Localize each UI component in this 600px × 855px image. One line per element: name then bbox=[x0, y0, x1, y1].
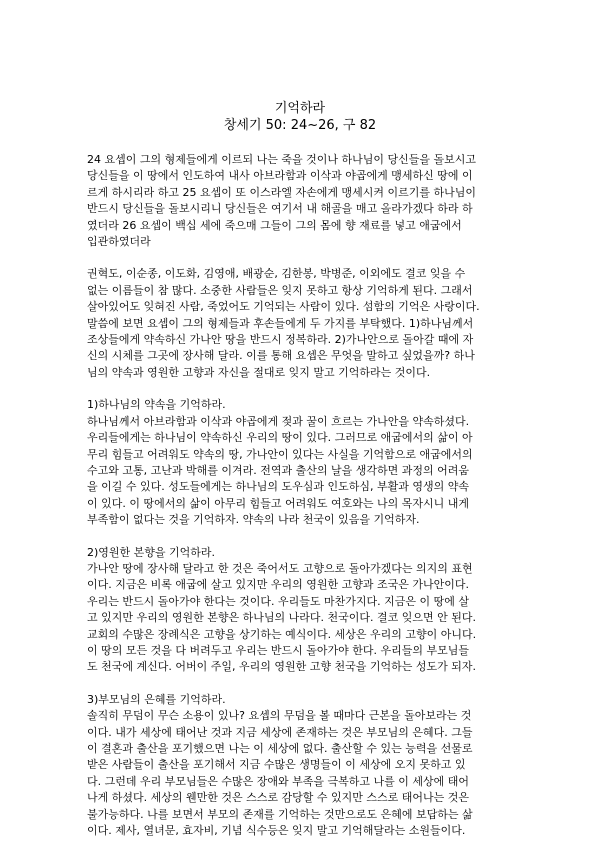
text-line: 였더라 26 요셉이 백십 세에 죽으매 그들이 그의 몸에 향 재료를 넣고 애굽에서 bbox=[87, 218, 462, 232]
paragraph-scripture bbox=[87, 152, 517, 250]
text-line: 부족함이 없다는 것을 기억하자. 약속의 나라 천국이 있음을 기억하자. bbox=[87, 513, 420, 527]
text-line: 이 있다. 이 땅에서의 삶이 아무리 힘들고 어려워도 여호와는 나의 목자시니 내게 bbox=[87, 496, 469, 510]
text-line: 가나안 땅에 장사해 달라고 한 것은 죽어서도 고향으로 돌아가겠다는 의지의 표현 bbox=[87, 561, 473, 575]
paragraph-point-1 bbox=[87, 397, 517, 528]
scripture-reference: 창세기 50: 24~26, 구 82 bbox=[223, 118, 377, 133]
text-line: 수고와 고통, 고난과 박해를 이겨라. 전역과 출산의 날을 생각하면 과정의 어려움 bbox=[87, 463, 469, 477]
text-line: 살아있어도 잊혀진 사람, 죽었어도 기억되는 사람이 있다. 섬함의 기억은 사랑이다. bbox=[87, 300, 480, 314]
text-line: 교회의 수많은 장례식은 고향을 상기하는 예식이다. 세상은 우리의 고향이 아니다. bbox=[87, 627, 477, 641]
text-line: 당신들을 이 땅에서 인도하여 내사 아브라함과 이삭과 야곱에게 맹세하신 땅에 이 bbox=[87, 169, 473, 183]
text-line: 이 결혼과 출산을 포기했으면 나는 이 세상에 없다. 출산할 수 있는 능력을 선물로 bbox=[87, 742, 473, 755]
text-line: 이다. 제사, 열녀문, 효자비, 기념 식수등은 잊지 말고 기억해달라는 소원들이다. bbox=[87, 824, 466, 838]
text-line: 우리들에게는 하나님이 약속하신 우리의 땅이 있다. 그러므로 애굽에서의 삶이 아 bbox=[87, 431, 473, 445]
text-line: 권혁도, 이순종, 이도화, 김영애, 배광순, 김한봉, 박병준, 이외에도 결코 잊을 수 bbox=[87, 267, 466, 281]
text-line: 말씀에 보면 요셉이 그의 형제들과 후손들에게 두 가지를 부탁했다. 1)하나님께서 bbox=[87, 316, 474, 330]
text-line: 이 땅의 모든 것을 다 버려두고 우리는 반드시 돌아가야 한다. 우리들의 부모님들 bbox=[87, 643, 469, 657]
text-line: 하나님께서 아브라함과 이삭과 야곱에게 젖과 꿀이 흐르는 가나안을 약속하셨다. bbox=[87, 414, 470, 428]
text-line: 우리는 반드시 돌아가야 한다는 것이다. 우리들도 마찬가지다. 지금은 이 땅에 살 bbox=[87, 594, 469, 608]
text-line: 고 있지만 우리의 영원한 본향은 하나님의 나라다. 천국이다. 결코 잊으면 안 된다. bbox=[87, 611, 476, 625]
section-heading: 1)하나님의 약속을 기억하라. bbox=[87, 398, 226, 412]
text-line: 이다. 내가 세상에 태어난 것과 지금 세상에 존재하는 것은 부모님의 은혜다. 그들 bbox=[87, 725, 473, 739]
text-line: 르게 하시리라 하고 25 요셉이 또 이스라엘 자손에게 맹세시켜 이르기를 하나님이 bbox=[87, 185, 476, 199]
text-line: 무리 힘들고 어려워도 약속의 땅, 가나안이 있다는 사실을 기억함으로 애굽에서의 bbox=[87, 447, 473, 461]
paragraph-point-2 bbox=[87, 545, 517, 676]
page-title: 기억하라 bbox=[274, 101, 326, 116]
text-line: 도 천국에 계신다. 어버이 주일, 우리의 영원한 고향 천국을 기억하는 성도가 되자. bbox=[87, 660, 476, 674]
text-line: 다. 그런데 우리 부모님들은 수많은 장애와 부족을 극복하고 나를 이 세상에 태어 bbox=[87, 774, 469, 788]
text-line: 님의 약속과 영원한 고향과 자신을 절대로 잊지 말고 기억하라는 것이다. bbox=[87, 365, 431, 379]
text-line: 신의 시체를 그곳에 장사해 달라. 이를 통해 요셉은 무엇을 말하고 싶었을까? 하나 bbox=[87, 349, 475, 363]
text-line: 이다. 지금은 비록 애굽에 살고 있지만 우리의 영원한 고향과 조국은 가나안이다. bbox=[87, 578, 469, 592]
paragraph-intro bbox=[87, 266, 517, 381]
paragraph-point-3 bbox=[87, 692, 517, 840]
text-line: 을 이길 수 있다. 성도들에게는 하나님의 도우심과 인도하심, 부활과 영생의 약속 bbox=[87, 480, 469, 494]
text-line: 24 요셉이 그의 형제들에게 이르되 나는 죽을 것이나 하나님이 당신들을 돌보시고 bbox=[87, 153, 476, 166]
text-line: 나게 하셨다. 세상의 웬만한 것은 스스로 감당할 수 있지만 스스로 태어나는 것은 bbox=[87, 791, 469, 805]
text-line: 조상들에게 약속하신 가나안 땅을 반드시 정복하라. 2)가나안으로 돌아갈 때에 자 bbox=[87, 333, 474, 347]
document-body bbox=[87, 152, 517, 855]
text-line: 반드시 당신들을 돌보시리니 당신들은 여기서 내 해골을 매고 올라가겠다 하라 하 bbox=[87, 202, 473, 216]
text-line: 솔직히 무덤이 무슨 소용이 있나? 요셉의 무덤을 볼 때마다 근본을 돌아보라는 것 bbox=[87, 709, 472, 723]
text-line: 받은 사람들이 출산을 포기해서 지금 수많은 생명들이 이 세상에 오지 못하고 있 bbox=[87, 758, 466, 772]
section-heading: 3)부모님의 은혜를 기억하라. bbox=[87, 692, 226, 706]
text-line: 불가능하다. 나를 보면서 부모의 존재를 기억하는 것만으로도 은혜에 보답하는 삶 bbox=[87, 807, 473, 821]
text-line: 입관하였더라 bbox=[87, 235, 151, 249]
text-line: 없는 이름들이 참 많다. 소중한 사람들은 잊지 못하고 항상 기억하게 된다. 그래서 bbox=[87, 283, 473, 297]
section-heading: 2)영원한 본향을 기억하라. bbox=[87, 545, 216, 559]
